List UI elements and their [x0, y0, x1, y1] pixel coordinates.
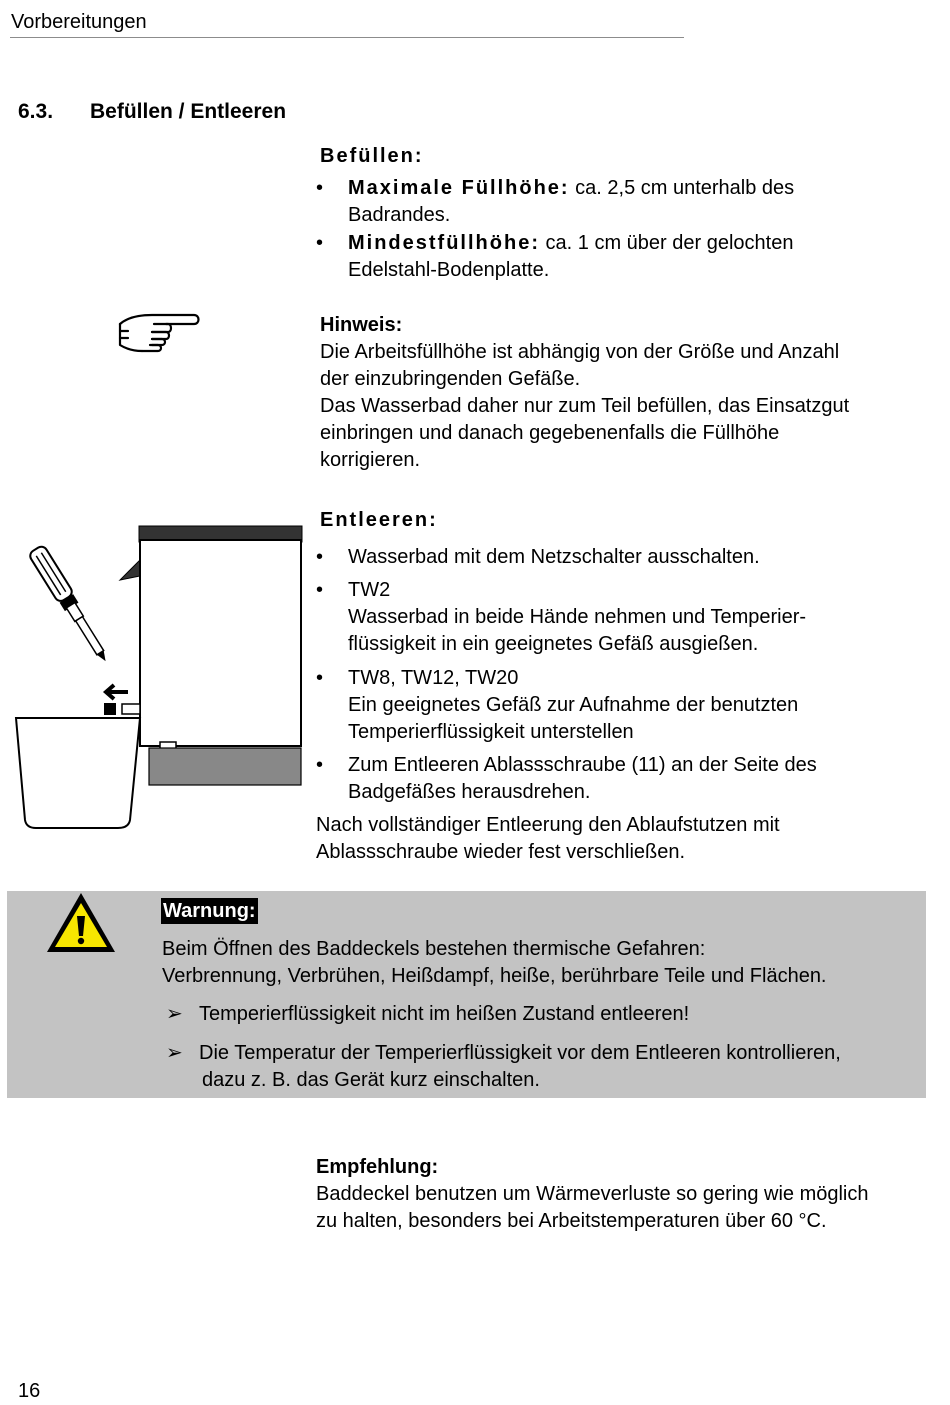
bullet-marker: • [316, 579, 324, 601]
recommendation-line: Baddeckel benutzen um Wärmeverluste so gering wie möglich [316, 1183, 869, 1205]
bath-base [149, 748, 301, 785]
drain-container [16, 718, 140, 828]
fill-item-text: ca. 1 cm über der gelochten [539, 232, 794, 254]
bullet-marker: • [316, 667, 324, 689]
drain-item-line: flüssigkeit in ein geeignetes Gefäß ausgießen. [348, 633, 759, 655]
arrow-bullet-icon: ➢ [166, 1042, 183, 1064]
arrow-icon [106, 685, 128, 699]
page-number: 16 [18, 1380, 41, 1402]
bullet-marker: • [316, 754, 324, 776]
drain-item-line: TW2 [348, 579, 391, 601]
section-title: Befüllen / Entleeren [90, 100, 287, 123]
drain-screw [104, 703, 116, 715]
fill-title: Befüllen: [320, 145, 424, 167]
drain-item-line: Ein geeignetes Gefäß zur Aufnahme der benutzten [348, 694, 799, 716]
header-divider [10, 37, 684, 38]
bullet-marker: • [316, 177, 324, 199]
warning-item-line: Die Temperatur der Temperierflüssigkeit vor dem Entleeren kontrollieren, [199, 1042, 841, 1064]
warning-line: Verbrennung, Verbrühen, Heißdampf, heiße, berührbare Teile und Flächen. [162, 965, 827, 987]
warning-title: Warnung: [163, 900, 256, 922]
recommendation-title: Empfehlung: [316, 1156, 439, 1178]
note-line: korrigieren. [320, 449, 421, 471]
screwdriver-icon [28, 544, 113, 665]
arrow-bullet-icon: ➢ [166, 1003, 183, 1025]
recommendation-line: zu halten, besonders bei Arbeitstemperaturen über 60 °C. [316, 1210, 827, 1232]
warning-line: Beim Öffnen des Baddeckels bestehen thermische Gefahren: [162, 938, 706, 960]
fill-item-text: Badrandes. [348, 204, 451, 226]
fill-item-label: Mindestfüllhöhe: [348, 232, 540, 254]
drain-closing-line: Nach vollständiger Entleerung den Ablaufstutzen mit [316, 814, 780, 836]
drain-closing-line: Ablassschraube wieder fest verschließen. [316, 841, 686, 863]
note-line: Das Wasserbad daher nur zum Teil befüllen, das Einsatzgut [320, 395, 850, 417]
drain-illustration [10, 520, 310, 835]
header-section: Vorbereitungen [11, 11, 147, 33]
drain-item-line: TW8, TW12, TW20 [348, 667, 519, 689]
bath-body [140, 540, 301, 746]
note-line: Die Arbeitsfüllhöhe ist abhängig von der Größe und Anzahl [320, 341, 840, 363]
drain-item-line: Temperierflüssigkeit unterstellen [348, 721, 634, 743]
note-line: einbringen und danach gegebenenfalls die Füllhöhe [320, 422, 780, 444]
warning-item-line: dazu z. B. das Gerät kurz einschalten. [202, 1069, 540, 1091]
fill-item-label: Maximale Füllhöhe: [348, 177, 570, 199]
drain-item-line: Badgefäßes herausdrehen. [348, 781, 591, 803]
note-line: der einzubringenden Gefäße. [320, 368, 581, 390]
bullet-marker: • [316, 546, 324, 568]
section-number: 6.3. [18, 100, 54, 123]
pointing-hand-icon [114, 307, 204, 357]
warning-item-line: Temperierflüssigkeit nicht im heißen Zustand entleeren! [199, 1003, 690, 1025]
warning-triangle-icon [44, 890, 118, 956]
drain-item-line: Wasserbad in beide Hände nehmen und Temperier- [348, 606, 807, 628]
fill-item-text: ca. 2,5 cm unterhalb des [569, 177, 795, 199]
note-title: Hinweis: [320, 314, 403, 336]
drain-title: Entleeren: [320, 509, 438, 531]
drain-nozzle [122, 704, 140, 714]
fill-item-min [348, 230, 793, 257]
fill-item-text: Edelstahl-Bodenplatte. [348, 259, 550, 281]
drain-item-line: Zum Entleeren Ablassschraube (11) an der Seite des [348, 754, 817, 776]
drain-item-line: Wasserbad mit dem Netzschalter ausschalten. [348, 546, 760, 568]
bath-handle [120, 560, 140, 580]
fill-item-max [348, 175, 794, 202]
bullet-marker: • [316, 232, 324, 254]
